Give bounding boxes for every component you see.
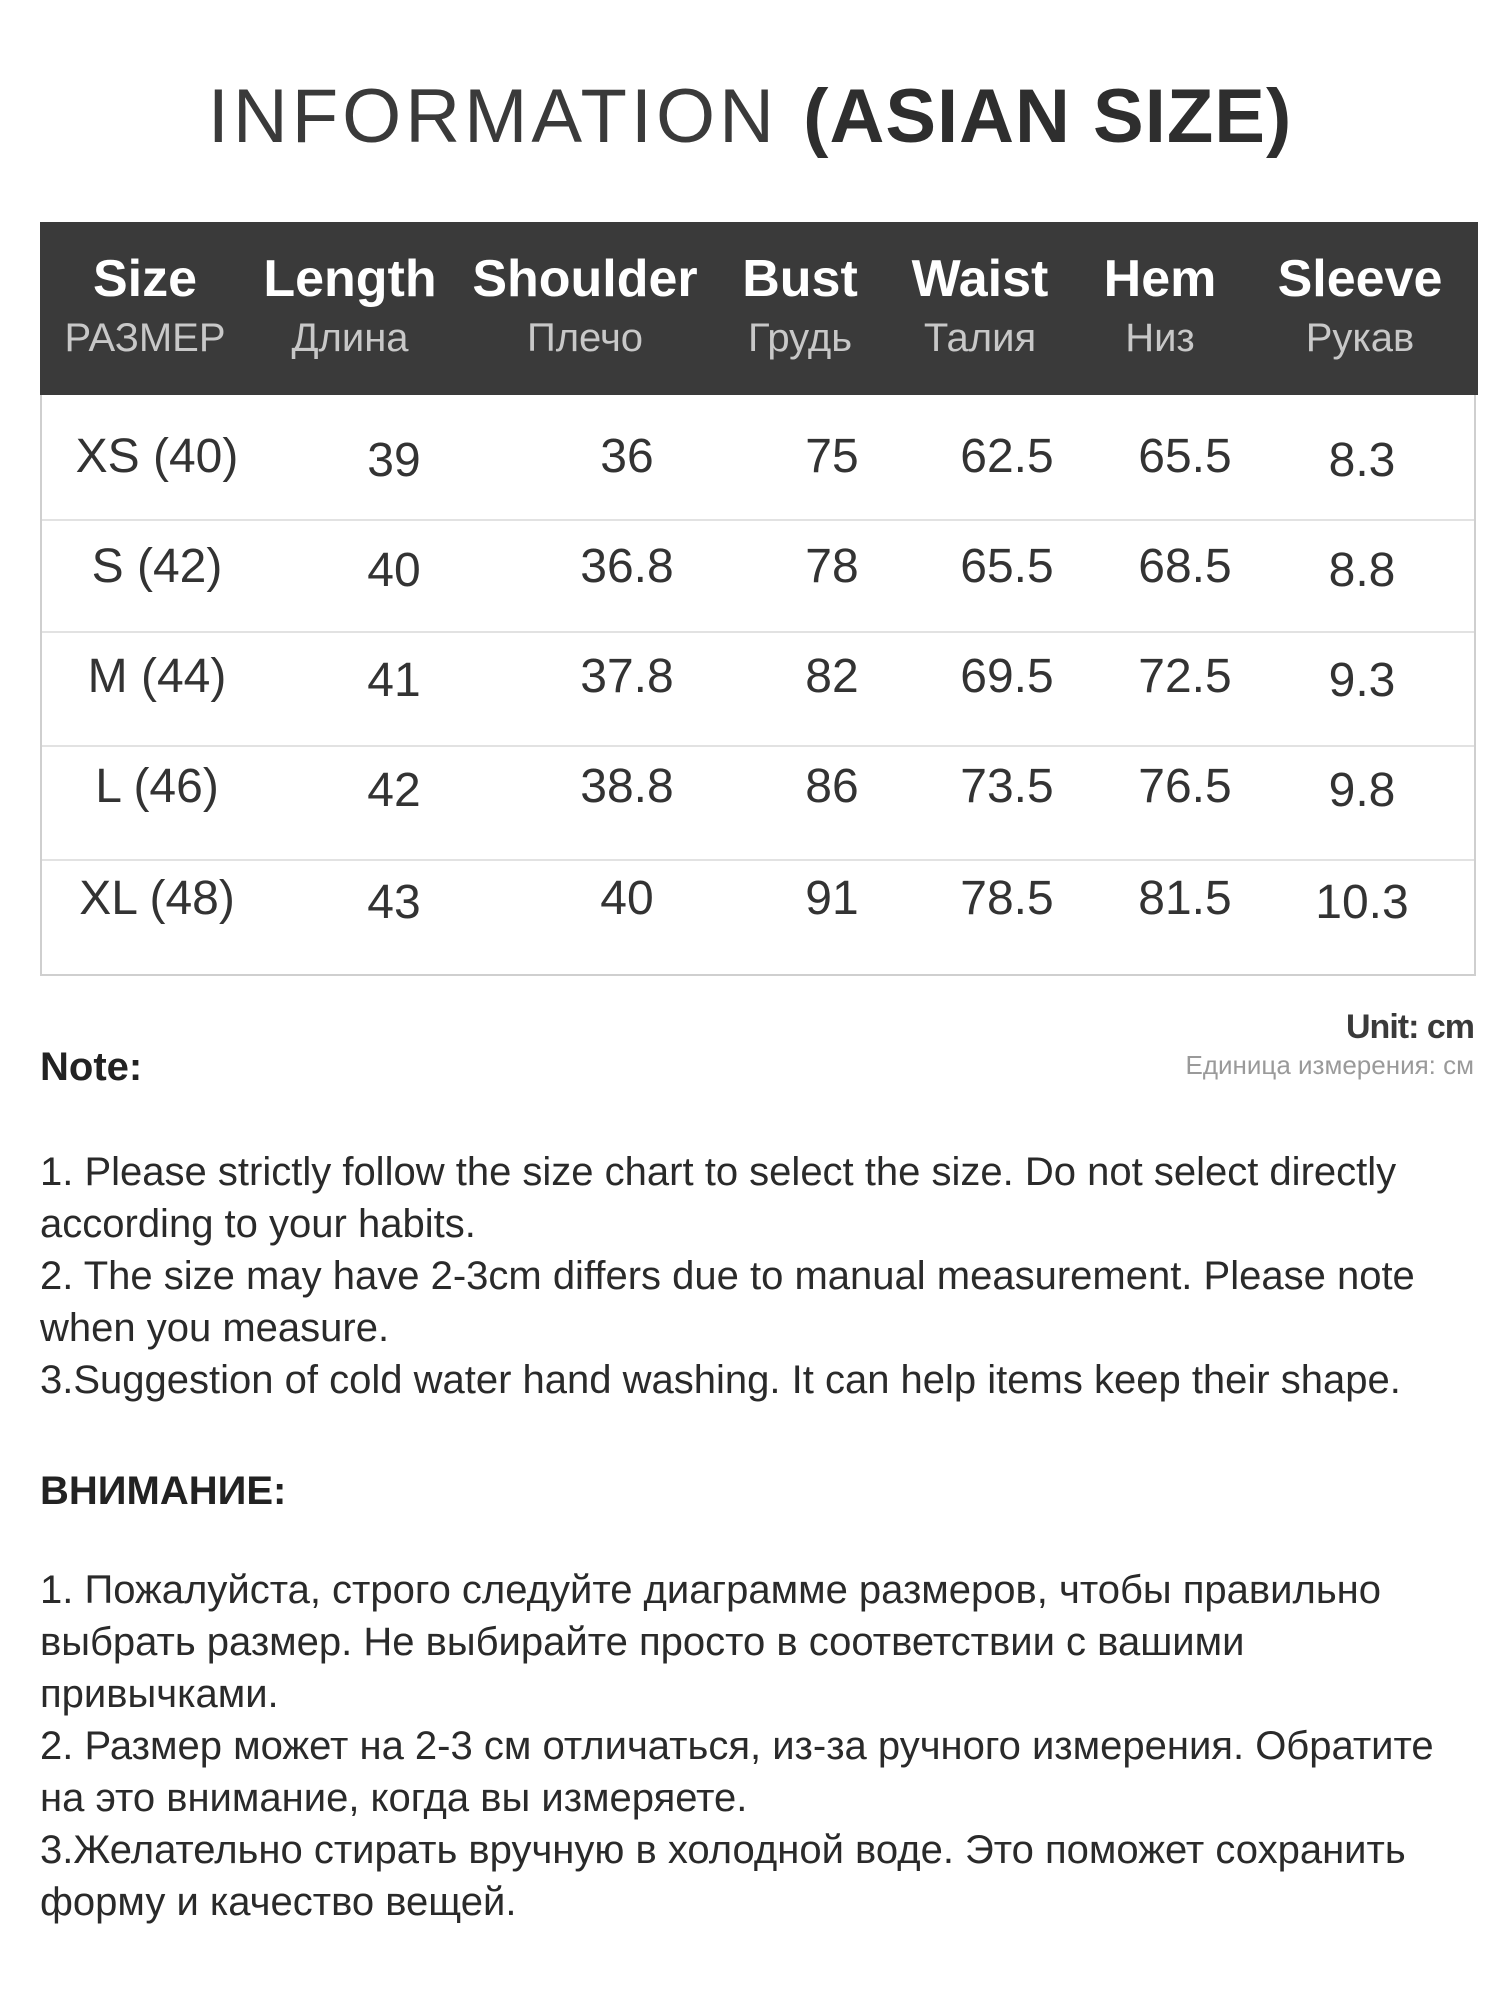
header-label-en: Waist [911, 250, 1049, 308]
cell-length: 41 [367, 654, 421, 707]
cell-size: XL (48) [79, 872, 235, 925]
cell-length: 39 [367, 434, 421, 487]
header-label-ru: Грудь [747, 316, 853, 360]
header-label-en: Shoulder [472, 250, 698, 308]
table-row [42, 633, 1474, 747]
cell-sleeve: 9.3 [1328, 654, 1396, 707]
cell-bust: 78 [805, 540, 859, 593]
header-label-ru: Длина [291, 316, 409, 360]
note-item: 3.Suggestion of cold water hand washing. It can help items keep their shape. [40, 1358, 1401, 1402]
cell-hem: 76.5 [1138, 760, 1232, 813]
header-hem [1080, 222, 1240, 395]
table-row [42, 861, 1474, 974]
cell-waist: 62.5 [960, 430, 1054, 483]
header-label-en: Length [263, 250, 437, 308]
header-label-en: Sleeve [1277, 250, 1443, 308]
note-item: 1. Пожалуйста, строго следуйте диаграмме размеров, чтобы правильно выбрать размер. Не выбирайте просто в соответствии с вашими привычками. [40, 1568, 1382, 1716]
cell-bust: 91 [805, 872, 859, 925]
cell-hem: 72.5 [1138, 650, 1232, 703]
note-item: 2. Размер может на 2-3 см отличаться, из-за ручного измерения. Обратите на это внимание, когда вы измеряете. [40, 1724, 1434, 1820]
cell-sleeve: 8.8 [1328, 544, 1396, 597]
cell-length: 42 [367, 764, 421, 817]
page-title [0, 72, 1500, 162]
unit-label-ru: Единица измерения: см [1185, 1050, 1474, 1080]
cell-size: XS (40) [75, 430, 239, 483]
cell-length: 40 [367, 544, 421, 597]
header-label-ru: РАЗМЕР [64, 316, 226, 360]
cell-size: S (42) [91, 540, 223, 593]
size-table [40, 222, 1476, 976]
header-shoulder [470, 222, 700, 395]
note-list-en [40, 1146, 1470, 1406]
note-heading-en: Note: [40, 1045, 143, 1089]
cell-shoulder: 40 [600, 872, 654, 925]
header-label-en: Hem [1103, 250, 1217, 308]
cell-waist: 73.5 [960, 760, 1054, 813]
header-label-en: Size [92, 250, 198, 308]
unit-label-en: Unit: cm [1346, 1008, 1474, 1046]
header-sleeve [1260, 222, 1460, 395]
cell-shoulder: 38.8 [580, 760, 674, 813]
cell-bust: 86 [805, 760, 859, 813]
table-row [42, 395, 1474, 521]
cell-shoulder: 36.8 [580, 540, 674, 593]
table-row [42, 747, 1474, 861]
cell-hem: 81.5 [1138, 872, 1232, 925]
cell-shoulder: 37.8 [580, 650, 674, 703]
header-label-ru: Рукав [1305, 316, 1415, 360]
header-label-en: Bust [742, 250, 858, 308]
note-list-ru [40, 1564, 1470, 1928]
cell-sleeve: 10.3 [1315, 876, 1409, 929]
header-waist [900, 222, 1060, 395]
title-bold: (ASIAN SIZE) [803, 74, 1293, 159]
header-label-ru: Низ [1125, 316, 1195, 360]
cell-sleeve: 9.8 [1328, 764, 1396, 817]
cell-waist: 65.5 [960, 540, 1054, 593]
cell-waist: 78.5 [960, 872, 1054, 925]
cell-size: M (44) [87, 650, 227, 703]
cell-sleeve: 8.3 [1328, 434, 1396, 487]
cell-bust: 75 [805, 430, 859, 483]
unit-label [1186, 1006, 1474, 1082]
note-item: 2. The size may have 2-3cm differs due to manual measurement. Please note when you measure. [40, 1254, 1415, 1350]
cell-waist: 69.5 [960, 650, 1054, 703]
cell-shoulder: 36 [600, 430, 654, 483]
header-size [40, 222, 250, 395]
header-length [250, 222, 450, 395]
header-bust [720, 222, 880, 395]
note-heading-ru: ВНИМАНИЕ: [40, 1469, 287, 1513]
cell-hem: 68.5 [1138, 540, 1232, 593]
cell-length: 43 [367, 876, 421, 929]
table-header [40, 222, 1478, 395]
header-label-ru: Плечо [526, 316, 644, 360]
cell-hem: 65.5 [1138, 430, 1232, 483]
header-label-ru: Талия [923, 316, 1037, 360]
title-light: INFORMATION [207, 74, 779, 159]
cell-size: L (46) [95, 760, 219, 813]
note-item: 1. Please strictly follow the size chart to select the size. Do not select directly according to your habits. [40, 1150, 1397, 1246]
cell-bust: 82 [805, 650, 859, 703]
table-row [42, 519, 1474, 633]
note-item: 3.Желательно стирать вручную в холодной воде. Это поможет сохранить форму и качество вещей. [40, 1828, 1406, 1924]
